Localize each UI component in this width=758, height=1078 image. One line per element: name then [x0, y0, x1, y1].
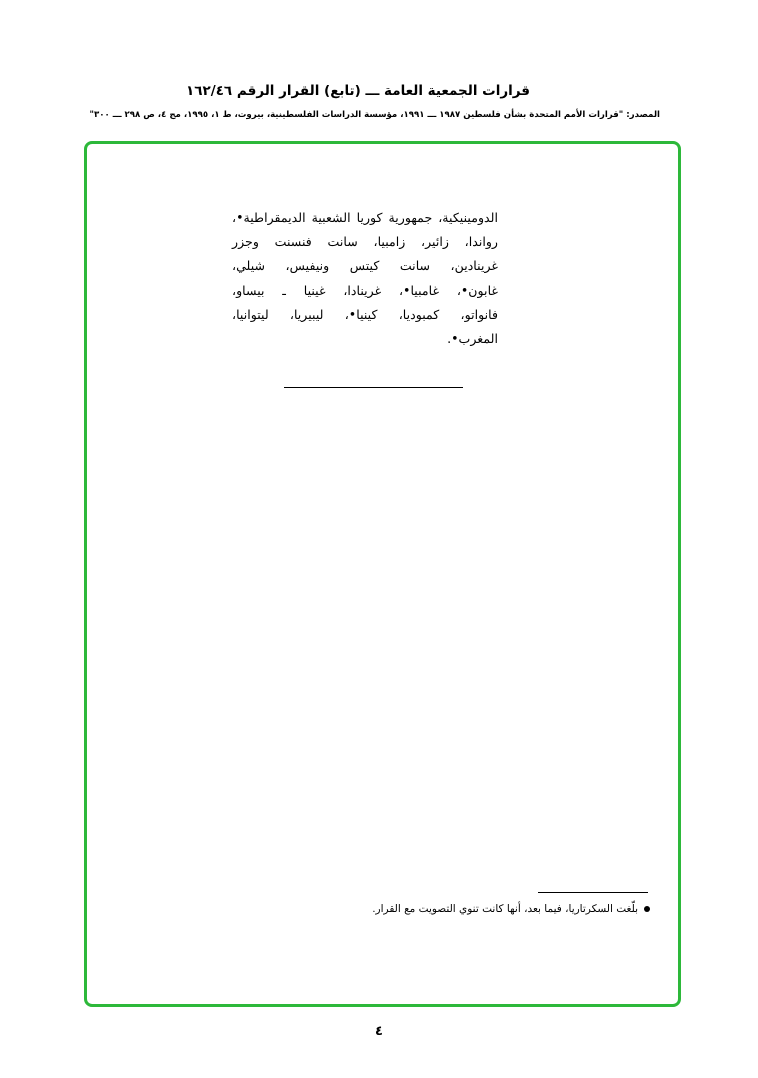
body-line: غرينادين، سانت كيتس ونيفيس، شيلي، [232, 258, 498, 274]
page-number: ٤ [375, 1024, 383, 1039]
source-citation: المصدر: "قرارات الأمم المتحدة بشأن فلسطين ١٩٨٧ ـــ ١٩٩١، مؤسسة الدراسات الفلسطينية، بيروت، ط ١، ١٩٩٥، مج ٤، ص ٢٩٨ ـــ ٣٠٠" [89, 110, 660, 120]
body-line: فانواتو، كمبوديا، كينيا•، ليبيريا، ليتوانيا، [232, 306, 498, 322]
footnote [320, 901, 650, 917]
footnote-divider [538, 892, 648, 893]
bullet-icon [644, 906, 650, 912]
body-line: غابون•، غامبيا•، غرينادا، غينيا ـ بيساو، [232, 282, 498, 298]
body-paragraph [232, 206, 498, 351]
body-line: رواندا، زائير، زامبيا، سانت فنسنت وجزر [232, 234, 498, 250]
body-line: المغرب•. [447, 331, 498, 347]
page-title: قرارات الجمعية العامة ـــ (تابع) القرار الرقم ١٦٢/٤٦ [186, 83, 530, 99]
footnote-text: بلّغت السكرتاريا، فيما بعد، أنها كانت تنوي التصويت مع القرار. [372, 903, 638, 915]
section-divider [284, 387, 463, 388]
body-line: الدومينيكية، جمهورية كوريا الشعبية الديمقراطية•، [232, 210, 498, 225]
